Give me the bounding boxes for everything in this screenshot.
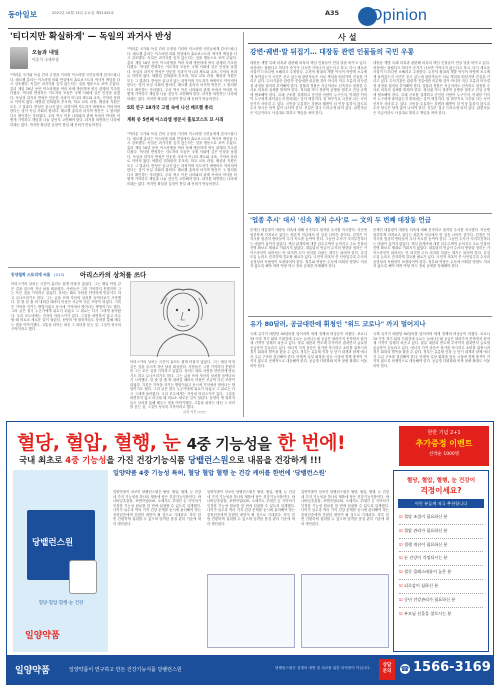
promo-badge-line1: 한한 기념 2+1: [427, 430, 461, 436]
checklist-item-text: 눈 건강이 걱정되시는 분: [403, 555, 448, 561]
promo-badge-line2: 추가증정 이벤트: [415, 439, 473, 448]
checklist-panel: [393, 470, 489, 652]
section-title: Opinion: [370, 7, 428, 24]
column-body-col1: "여러분 국가와 독일 간의 우정을 기리며 이스라엘 국민들에게 감사드립니다. 메르켈 총리는 이스라엘 의회 연설에서 홀로코스트의 역사적 책임을 다시 강조했다. 독일은 과거사를 잊지 않는다는 것을 행동으로 보여 주었다. 총리 재임 16년 동안 이스라엘을 여러 차례 방문하며 양국 관계의 기초를 다졌다. 역사를 반성하는 지도자의 모습은 국제 사회에 깊은 인상을 남겼다. 독일의 과거사 반성은 단순한 사과가 아니라 제도와 교육, 기억의 문화로 이어져 왔다. 베를린 한복판의 추모비, 학교 교육 과정, 배상과 지원은 모두 그 결과다. 반성은 끝나지 않는 과정이며 지도자가 바뀌어도 이어져야 한다는 것이 독일 사회의 합의다. 메르켈 총리의 마지막 방문은 그 합의를 다시 확인하는 자리였다. 우리 역시 이웃 나라와의 관계 속에서 역사를 어떻게 기억하고 책임을 나눌 것인지 고민해야 한다. 과거를 외면하는 나라에 미래는 없다. 작지만 확실한 실천이 쌓일 때 신뢰가 만들어진다.: [10, 73, 120, 127]
editorial-3-body-col2: 국제 유가가 배럴당 80달러를 넘어서며 세계 경제에 비상등이 켜졌다. 코로나19 이후 경기 회복 기대감에 수요는 늘어나는데 공급은 따라가지 못하면서 원자재 가격이 일제히 치솟고 있다. 물류 대란과 반도체 부족까지 겹치면서 글로벌 공급망이 흔들리고 있다. 에너지 가격 상승은 물가를 자극하고 소비를 위축시켜 경기 회복의 발목을 잡을 수 있다. 정부는 유류세 인하 등 단기 대책과 함께 에너지 수급 구조를 점검해야 한다. 단계적 일상 회복을 앞둔 시점에 경제 충격이 커지지 않도록 선제적으로 대응해야 한다. 공급망 다변화와 비축 물량 확대도 서둘러야 한다.: [373, 332, 490, 368]
editorial-3-headline[interactable]: 유가 80달러, 공급대란에 휘청인 "위드 코로나" 까지 멀어지나: [250, 320, 426, 328]
checklist-item: [399, 566, 483, 580]
ad-figure-box: [301, 574, 389, 648]
order-label-line1: 상담: [382, 663, 392, 668]
checklist-item-text: 피로감이 심하신 분: [403, 582, 439, 588]
ad-subhead-mid: 을 가진 건강기능식품: [106, 455, 188, 465]
ad-article: [113, 470, 389, 652]
checklist-item-text: 중년 건강관리가 필요하신 분: [403, 596, 456, 602]
header-divider: [8, 28, 492, 29]
column-series-title: 오늘과 내일: [32, 50, 59, 56]
column-subhead-2: 계획 중 5번째 이스라엘 방문서 홀로코스트 묘 사죄: [127, 118, 224, 123]
check-icon: ☑: [399, 514, 404, 519]
ad-subhead-prefix: 국내 최초로: [19, 455, 66, 465]
story-body-col1: 아리스카의 상처는 시간이 흘러도 쉽게 아물지 않았다. 그는 매일 아침 같은 길을 걸으며 지난 날을 떠올렸다. 사람들은 그를 기억하지 못했지만 그는 모든 것을 기억하고 있었다. 상처는 때로 사람을 단단하게 만들기도 하고 무너뜨리기도 한다. 그는 글을 쓰며 자신의 상처를 들여다보기 시작했다. 한 줄 한 줄 써 내려갈 때마다 아픔은 조금씩 다른 모양이 되었다. 기록은 기억을 지키는 방법이었고 동시에 기억에서 벗어나는 방법이기도 했다. 그의 글은 결국 누군가에게 위로가 되었고 그 위로는 다시 그에게 돌아왔다. 우리 모두에게는 각자의 아리스카가 있다. 그것을 외면하지 않고 마주할 때 비로소 새로운 길이 열린다. 동양의 옛 철학자들도 상처를 통해 배우는 법을 이야기했다. 고통을 피하는 대신 그 의미를 묻는 것, 그것이 성숙의 시작이라고 했다.: [11, 282, 121, 331]
check-icon: ☑: [399, 541, 404, 547]
story-kicker: 동양철학 스토리에 씨름: [11, 272, 51, 277]
column-headline[interactable]: '티디지만 확실하게' — 독일의 과거사 반성: [10, 32, 172, 42]
product-bottle: [69, 560, 97, 594]
promo-badge-line3: 선착순 1000명: [428, 452, 460, 457]
footer-slogan: 일양약품이 연구하고 만든 건강기능식품 당뱉런스원: [69, 667, 182, 673]
column-divider-horizontal: [8, 267, 240, 268]
check-icon: ☑: [399, 596, 404, 602]
checklist-item-text: 혈당 조절이 필요하신 분: [403, 514, 448, 519]
order-label: [379, 659, 395, 680]
order-label-line2: 문의: [382, 669, 392, 674]
checklist-item: [399, 594, 483, 608]
story-body-col2: 아리스카의 상처는 시간이 흘러도 쉽게 아물지 않았다. 그는 매일 아침 같은 길을 걸으며 지난 날을 떠올렸다. 사람들은 그를 기억하지 못했지만 그는 모든 것을 기억하고 있었다. 상처는 때로 사람을 단단하게 만들기도 하고 무너뜨리기도 한다. 그는 글을 쓰며 자신의 상처를 들여다보기 시작했다. 한 줄 한 줄 써 내려갈 때마다 아픔은 조금씩 다른 모양이 되었다. 기록은 기억을 지키는 방법이었고 동시에 기억에서 벗어나는 방법이기도 했다. 그의 글은 결국 누군가에게 위로가 되었고 그 위로는 다시 그에게 돌아왔다. 우리 모두에게는 각자의 아리스카가 있다. 그것을 외면하지 않고 마주할 때 비로소 새로운 길이 열린다. 동양의 옛 철학자들도 상처를 통해 배우는 법을 이야기했다. 고통을 피하는 대신 그 의미를 묻는 것, 그것이 성숙의 시작이라고 했다.: [130, 360, 235, 409]
product-visual: [13, 470, 108, 652]
ad-subhead-emph: 4중 기능성: [65, 455, 107, 465]
phone-number[interactable]: 1566-3169: [413, 660, 491, 675]
ad-headline-highlight: 4중 기능성을: [186, 435, 272, 453]
check-icon: ☑: [399, 555, 404, 561]
editorial-2-headline[interactable]: '업종 추시' 대서 '신속 철저 수사'로 — 文의 두 번째 대장동 언급: [250, 216, 431, 224]
ad-article-heading: 일양약품 4중 기능성 특허, 혈당 혈압 혈행 눈 건강 케어를 한번에 '당뱉런스원': [113, 470, 327, 477]
checklist-item-text: 혈중 콜레스테롤이 높은 분: [403, 569, 452, 575]
ad-article-body-col1: 일양약품이 선보인 당뱉런스원은 혈당, 혈압, 혈행, 눈 건강 네 가지 기능성을 하나의 제품에 담은 건강기능식품이다. 바나바잎추출물, 코엔자임Q10, 오메가3, 루테인 등 식약처가 인정한 기능성 원료를 한 번에 섭취할 수 있도록 설계했다. 나이가 들수록 여러 가지 건강 문제를 동시에 관리해야 하는 중장년층에게 간편한 대안이 될 것으로 기대된다. 하루 한 번 간편하게 섭취할 수 있으며 엄격한 품질 관리 기준에 따라 생산된다.: [113, 490, 201, 526]
story-caption: 글과 사진 ○○○: [183, 410, 206, 414]
ad-headline[interactable]: [17, 428, 345, 455]
column-body-col3: "여러분 국가와 독일 간의 우정을 기리며 이스라엘 국민들에게 감사드립니다. 메르켈 총리는 이스라엘 의회 연설에서 홀로코스트의 역사적 책임을 다시 강조했다. 독일은 과거사를 잊지 않는다는 것을 행동으로 보여 주었다. 총리 재임 16년 동안 이스라엘을 여러 차례 방문하며 양국 관계의 기초를 다졌다. 역사를 반성하는 지도자의 모습은 국제 사회에 깊은 인상을 남겼다. 독일의 과거사 반성은 단순한 사과가 아니라 제도와 교육, 기억의 문화로 이어져 왔다. 베를린 한복판의 추모비, 학교 교육 과정, 배상과 지원은 모두 그 결과다. 반성은 끝나지 않는 과정이며 지도자가 바뀌어도 이어져야 한다는 것이 독일 사회의 합의다. 메르켈 총리의 마지막 방문은 그 합의를 다시 확인하는 자리였다. 우리 역시 이웃 나라와의 관계 속에서 역사를 어떻게 기억하고 책임을 나눌 것인지 고민해야 한다. 과거를 외면하는 나라에 미래는 없다. 작지만 확실한 실천이 쌓일 때 신뢰가 만들어진다.: [127, 132, 237, 186]
editorial-1-body-col1: 대장동 개발 특혜 의혹과 관련해 의혹의 핵심 인물들이 연일 말을 바꾸고 있다. 처음에는 몰랐다고 하다가 증거가 나오면 기억나지 않는다고 하고, 다시 새로운 사실이 드러나면 오해라고 주장한다. 수천억 원대의 개발 이익이 어떻게 소수에게 돌아갔는지 국민은 묻고 있는데 관련자들은 서로 책임을 떠넘기며 진실을 가리고 있다. 수사기관은 관련자 진술에만 의존할 것이 아니라 자금 흐름과 의사결정 과정을 철저히 추적해야 한다. 검찰과 경찰은 지금이라도 신속하고 엄정한 수사로 의혹의 실체를 밝혀야 한다. 정치권 역시 정략적 공방을 멈추고 진상 규명에 협조해야 한다. 특혜 구조를 설계하고 승인한 사람이 누구인지, 막대한 이익이 누구에게 돌아갔는지 밝혀내는 것이 핵심이다. 말 바꾸기로 시간을 끄는 사이 증거가 사라질 수 있다. 국민을 우롱하는 강변과 궤변이 더 이상 통하지 않도록 수사 당국은 성역 없이 나서야 한다. 진실은 결국 드러나게 되어 있다. 관련자들은 지금이라도 사실대로 밝히고 책임을 져야 한다.: [250, 61, 367, 115]
story-headline[interactable]: 아리스카의 상처를 쓰다: [80, 271, 147, 279]
advertisement[interactable]: [6, 421, 494, 685]
checklist-subtitle: 이런 분들께 적극 추천합니다: [398, 499, 484, 508]
ad-subhead-suffix: 으로 내몸을 건강하게 !!!: [228, 455, 322, 465]
product-caption: 혈당·혈압·혈행·눈 건강: [38, 601, 84, 606]
checklist-item: [399, 580, 483, 594]
column-subhead-1: 5회 연구 18개국 고별 속에 나선 메르켈 총리: [127, 106, 213, 111]
ad-headline-part1: 혈당, 혈압, 혈행, 눈: [17, 432, 187, 454]
product-box-name: 당뱉런스원: [32, 538, 74, 548]
page-number: A35: [325, 9, 340, 17]
checklist-item-text: 혈압 관리가 필요하신 분: [403, 527, 448, 533]
check-icon: ☑: [399, 582, 404, 588]
editorial-2-body-col2: 문재인 대통령이 대장동 의혹에 대해 신속하고 철저한 수사를 지시했다. 지난번 엄중하게 지켜보고 있다는 원론적 언급에서 한 걸음 나아간 것이다. 검경은 이 지시를 엄중히 받아들여 수사 속도를 높여야 한다. 그동안 수사가 지지부진하다는 비판이 끊이지 않았다. 핵심 관계자에 대한 압수수색이 늦어지고 주요 인물의 신병 확보도 제대로 이뤄지지 않았다. 대통령의 언급이 수사의 방향을 정하는 가이드라인이 되어서는 안 되지만 수사 의지를 다잡는 계기는 되어야 한다. 특검 도입 논의도 진지하게 검토할 필요가 있다. 국민적 의혹이 큰 사안일수록 수사의 공정성과 독립성이 보장되어야 한다. 정부와 여당은 수사에 어떠한 영향도 미치지 않도록 해야 하며 야당 역시 정치 공세를 자제해야 한다.: [373, 228, 490, 268]
masthead[interactable]: 동아일보: [8, 10, 37, 19]
column-left: [8, 32, 240, 264]
checklist-item: [399, 552, 483, 566]
check-icon: ☑: [399, 569, 404, 575]
story-illustration: [130, 281, 235, 356]
checklist-item: [399, 525, 483, 539]
bottom-left-story: [8, 270, 240, 418]
checklist-item: [399, 511, 483, 525]
editorial-1-body-col2: 대장동 개발 특혜 의혹과 관련해 의혹의 핵심 인물들이 연일 말을 바꾸고 있다. 처음에는 몰랐다고 하다가 증거가 나오면 기억나지 않는다고 하고, 다시 새로운 사실이 드러나면 오해라고 주장한다. 수천억 원대의 개발 이익이 어떻게 소수에게 돌아갔는지 국민은 묻고 있는데 관련자들은 서로 책임을 떠넘기며 진실을 가리고 있다. 수사기관은 관련자 진술에만 의존할 것이 아니라 자금 흐름과 의사결정 과정을 철저히 추적해야 한다. 검찰과 경찰은 지금이라도 신속하고 엄정한 수사로 의혹의 실체를 밝혀야 한다. 정치권 역시 정략적 공방을 멈추고 진상 규명에 협조해야 한다. 특혜 구조를 설계하고 승인한 사람이 누구인지, 막대한 이익이 누구에게 돌아갔는지 밝혀내는 것이 핵심이다. 말 바꾸기로 시간을 끄는 사이 증거가 사라질 수 있다. 국민을 우롱하는 강변과 궤변이 더 이상 통하지 않도록 수사 당국은 성역 없이 나서야 한다. 진실은 결국 드러나게 되어 있다. 관련자들은 지금이라도 사실대로 밝히고 책임을 져야 한다.: [373, 61, 490, 115]
editorial-2-body-col1: 문재인 대통령이 대장동 의혹에 대해 신속하고 철저한 수사를 지시했다. 지난번 엄중하게 지켜보고 있다는 원론적 언급에서 한 걸음 나아간 것이다. 검경은 이 지시를 엄중히 받아들여 수사 속도를 높여야 한다. 그동안 수사가 지지부진하다는 비판이 끊이지 않았다. 핵심 관계자에 대한 압수수색이 늦어지고 주요 인물의 신병 확보도 제대로 이뤄지지 않았다. 대통령의 언급이 수사의 방향을 정하는 가이드라인이 되어서는 안 되지만 수사 의지를 다잡는 계기는 되어야 한다. 특검 도입 논의도 진지하게 검토할 필요가 있다. 국민적 의혹이 큰 사안일수록 수사의 공정성과 독립성이 보장되어야 한다. 정부와 여당은 수사에 어떠한 영향도 미치지 않도록 해야 하며 야당 역시 정치 공세를 자제해야 한다.: [250, 228, 367, 268]
editorials-section: [248, 32, 492, 418]
footer-brand: 일양약품: [15, 666, 50, 676]
ad-article-body-col3: 일양약품이 선보인 당뱉런스원은 혈당, 혈압, 혈행, 눈 건강 네 가지 기능성을 하나의 제품에 담은 건강기능식품이다. 바나바잎추출물, 코엔자임Q10, 오메가3, 루테인 등 식약처가 인정한 기능성 원료를 한 번에 섭취할 수 있도록 설계했다. 나이가 들수록 여러 가지 건강 문제를 동시에 관리해야 하는 중장년층에게 간편한 대안이 될 것으로 기대된다. 하루 한 번 간편하게 섭취할 수 있으며 엄격한 품질 관리 기준에 따라 생산된다.: [301, 490, 389, 526]
editorial-label: 사설: [338, 33, 360, 42]
brand-logo: 일양약품: [25, 631, 60, 641]
check-icon: ☑: [399, 610, 404, 616]
ad-subheadline: [19, 454, 321, 466]
editorial-3-body-col1: 국제 유가가 배럴당 80달러를 넘어서며 세계 경제에 비상등이 켜졌다. 코로나19 이후 경기 회복 기대감에 수요는 늘어나는데 공급은 따라가지 못하면서 원자재 가격이 일제히 치솟고 있다. 물류 대란과 반도체 부족까지 겹치면서 글로벌 공급망이 흔들리고 있다. 에너지 가격 상승은 물가를 자극하고 소비를 위축시켜 경기 회복의 발목을 잡을 수 있다. 정부는 유류세 인하 등 단기 대책과 함께 에너지 수급 구조를 점검해야 한다. 단계적 일상 회복을 앞둔 시점에 경제 충격이 커지지 않도록 선제적으로 대응해야 한다. 공급망 다변화와 비축 물량 확대도 서둘러야 한다.: [250, 332, 367, 368]
editorial-1-headline[interactable]: 강변·궤변·말 뒤집기… 대장동 관련 인물들의 국민 우롱: [250, 48, 415, 56]
checklist-item-text: 부모님 선물을 찾으시는 분: [403, 610, 452, 616]
footer-note: 당뱉런스원은 질병의 예방 및 치료를 위한 의약품이 아닙니다.: [275, 666, 371, 670]
checklist-title-line2: 걱정이세요?: [420, 486, 462, 495]
story-number: (213): [54, 272, 65, 277]
phone-icon: ☎: [400, 665, 410, 673]
portrait-sketch-icon: [131, 282, 236, 357]
ad-headline-part2: 한 번에!: [271, 432, 346, 454]
main-column-divider: [243, 32, 244, 417]
checklist-item: [399, 539, 483, 553]
ad-article-body-col2: 일양약품이 선보인 당뱉런스원은 혈당, 혈압, 혈행, 눈 건강 네 가지 기능성을 하나의 제품에 담은 건강기능식품이다. 바나바잎추출물, 코엔자임Q10, 오메가3, 루테인 등 식약처가 인정한 기능성 원료를 한 번에 섭취할 수 있도록 설계했다. 나이가 들수록 여러 가지 건강 문제를 동시에 관리해야 하는 중장년층에게 간편한 대안이 될 것으로 기대된다. 하루 한 번 간편하게 섭취할 수 있으며 엄격한 품질 관리 기준에 따라 생산된다.: [207, 490, 295, 526]
checklist-item-text: 혈행 개선이 필요하신 분: [403, 541, 448, 547]
ad-subhead-product: 당뱉런스원: [187, 455, 229, 465]
checklist-item: [399, 608, 483, 621]
columnist-photo: [10, 47, 28, 69]
checklist-items: [394, 510, 488, 621]
editorial-divider-1: [248, 213, 492, 214]
editorial-divider-2: [248, 316, 492, 317]
check-icon: ☑: [399, 527, 404, 533]
promo-badge[interactable]: [399, 426, 489, 466]
ad-chart-box: [207, 574, 295, 648]
column-body-col2: "여러분 국가와 독일 간의 우정을 기리며 이스라엘 국민들에게 감사드립니다. 메르켈 총리는 이스라엘 의회 연설에서 홀로코스트의 역사적 책임을 다시 강조했다. 독일은 과거사를 잊지 않는다는 것을 행동으로 보여 주었다. 총리 재임 16년 동안 이스라엘을 여러 차례 방문하며 양국 관계의 기초를 다졌다. 역사를 반성하는 지도자의 모습은 국제 사회에 깊은 인상을 남겼다. 독일의 과거사 반성은 단순한 사과가 아니라 제도와 교육, 기억의 문화로 이어져 왔다. 베를린 한복판의 추모비, 학교 교육 과정, 배상과 지원은 모두 그 결과다. 반성은 끝나지 않는 과정이며 지도자가 바뀌어도 이어져야 한다는 것이 독일 사회의 합의다. 메르켈 총리의 마지막 방문은 그 합의를 다시 확인하는 자리였다. 우리 역시 이웃 나라와의 관계 속에서 역사를 어떻게 기억하고 책임을 나눌 것인지 고민해야 한다. 과거를 외면하는 나라에 미래는 없다. 작지만 확실한 실천이 쌓일 때 신뢰가 만들어진다.: [127, 47, 237, 101]
date-line: 2021년 10월 13일 수요일 제31425호: [52, 11, 115, 15]
ad-footer: [7, 655, 493, 684]
columnist-name: 이종석 국제부장: [32, 57, 59, 62]
checklist-title-line1: 혈당, 혈압, 혈행, 눈 건강이: [406, 478, 476, 484]
editorial-label-rule: [248, 43, 492, 44]
